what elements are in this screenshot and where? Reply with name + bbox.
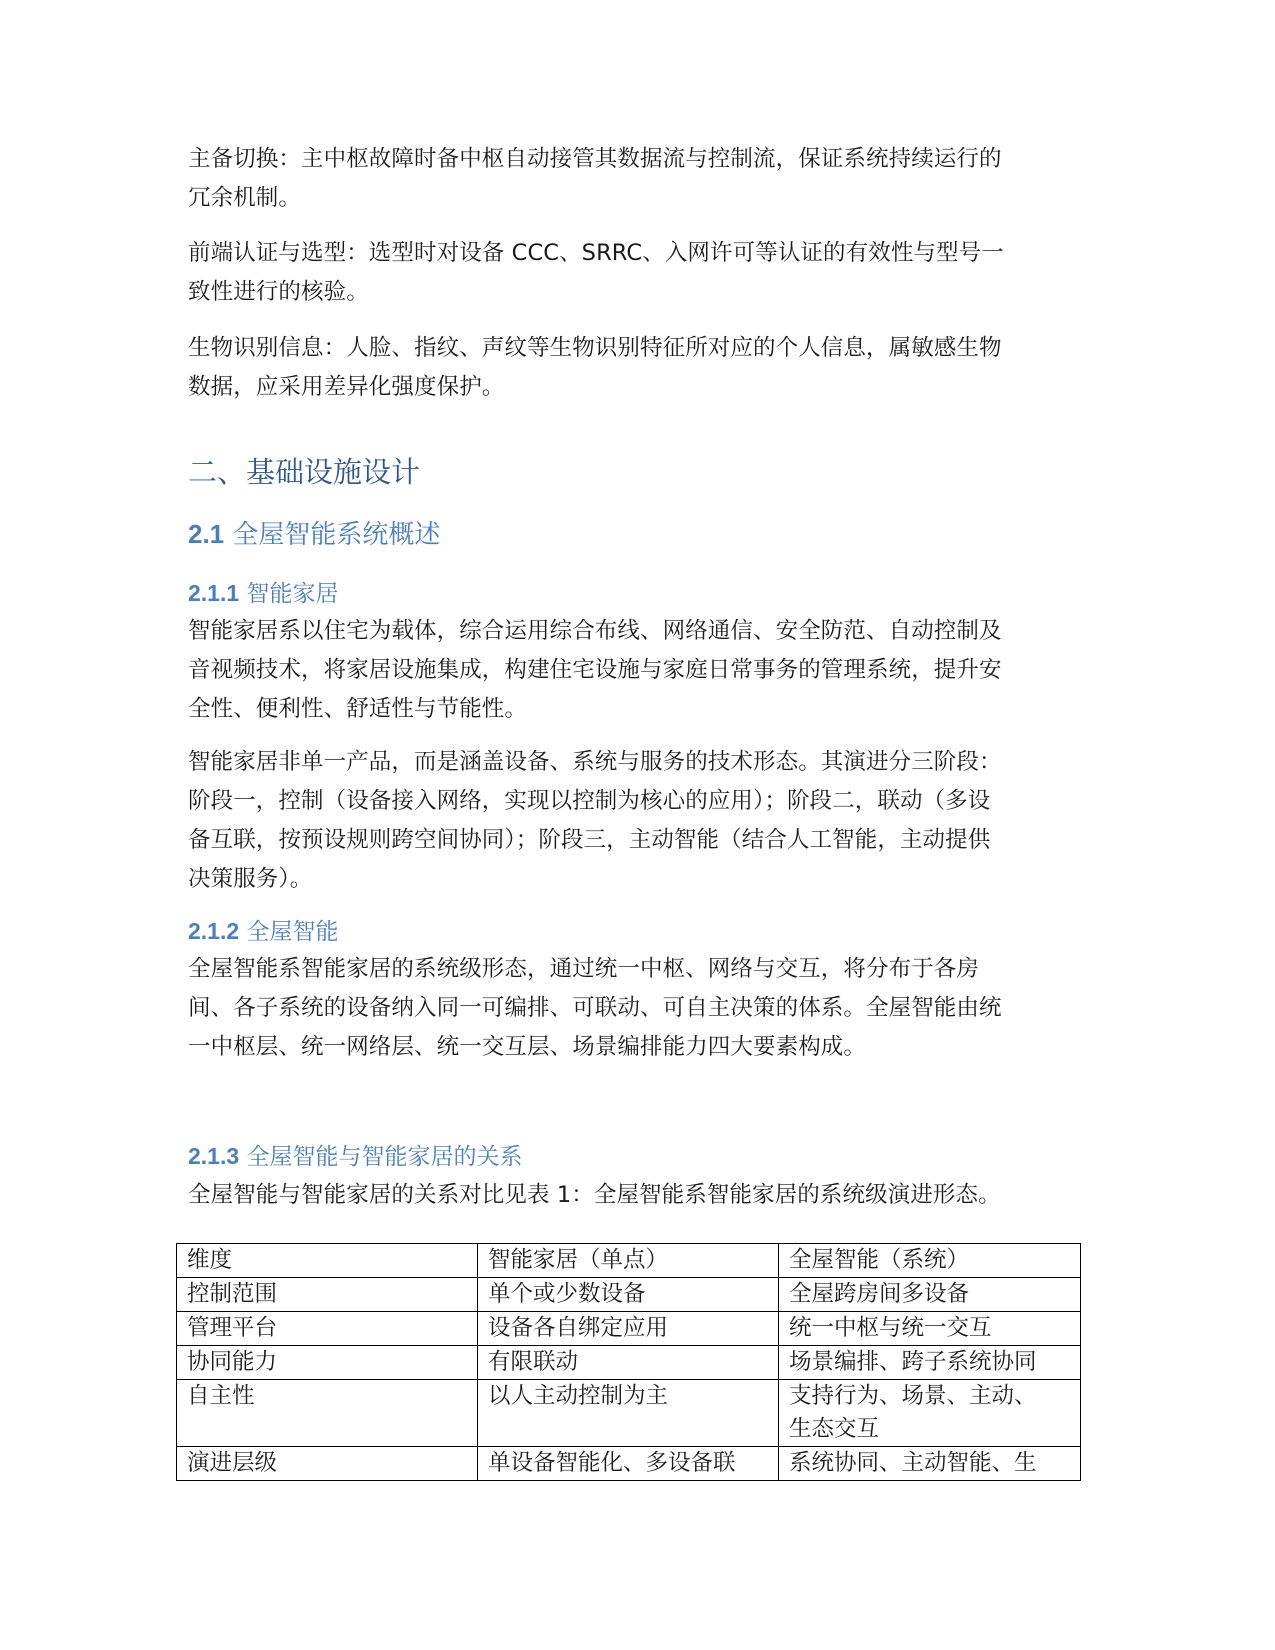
heading-title: 全屋智能与智能家居的关系: [246, 1144, 523, 1170]
paragraph-whole-house-definition: [188, 950, 1088, 1067]
text-line: 数据，应采用差异化强度保护。: [188, 374, 505, 400]
heading-number: 2.1.3: [188, 1143, 240, 1169]
text-line: 音视频技术，将家居设施集成，构建住宅设施与家庭日常事务的管理系统，提升安: [188, 657, 1002, 683]
table-header-cell: 全屋智能（系统）: [779, 1244, 1081, 1278]
heading-title: 全屋智能: [246, 919, 339, 945]
table-header-row: [177, 1244, 1081, 1278]
cell-line: 支持行为、场景、主动、: [789, 1383, 1037, 1409]
table-cell: 单个或少数设备: [478, 1278, 779, 1312]
table-cell: 场景编排、跨子系统协同: [779, 1346, 1081, 1380]
table-cell: [779, 1380, 1081, 1447]
definition-certification: [188, 234, 1088, 312]
text-line: 前端认证与选型：选型时对设备 CCC、SRRC、入网许可等认证的有效性与型号一: [188, 240, 1004, 266]
heading-number: 2.1: [188, 519, 225, 549]
table-header-cell: 维度: [177, 1244, 478, 1278]
paragraph-smart-home-definition: [188, 612, 1088, 729]
text-line: 间、各子系统的设备纳入同一可编排、可联动、可自主决策的体系。全屋智能由统: [188, 995, 1002, 1021]
definition-failover: [188, 140, 1088, 218]
text-line: 智能家居系以住宅为载体，综合运用综合布线、网络通信、安全防范、自动控制及: [188, 618, 1002, 644]
text-line: 决策服务）。: [188, 866, 313, 892]
table-cell: 管理平台: [177, 1312, 478, 1346]
paragraph-smart-home-stages: [188, 743, 1088, 899]
text-line: 主备切换：主中枢故障时备中枢自动接管其数据流与控制流，保证系统持续运行的: [188, 146, 1002, 172]
table-cell: [779, 1447, 1081, 1481]
heading-number: 2.1.1: [188, 580, 240, 606]
table-header-cell: 智能家居（单点）: [478, 1244, 779, 1278]
table-cell: 全屋跨房间多设备: [779, 1278, 1081, 1312]
table-cell: 统一中枢与统一交互: [779, 1312, 1081, 1346]
cell-text: 系统协同、主动智能、生: [789, 1450, 1037, 1476]
table-row: [177, 1380, 1081, 1447]
table-cell: 控制范围: [177, 1278, 478, 1312]
subsubsection-heading-2-1-2: [188, 914, 338, 949]
table-row: [177, 1312, 1081, 1346]
subsection-heading-2-1: [188, 516, 440, 553]
heading-number: 2.1.2: [188, 918, 240, 944]
subsubsection-heading-2-1-1: [188, 576, 338, 611]
definition-biometric: [188, 329, 1088, 407]
text-line: 一中枢层、统一网络层、统一交互层、场景编排能力四大要素构成。: [188, 1034, 867, 1060]
text-line: 智能家居非单一产品，而是涵盖设备、系统与服务的技术形态。其演进分三阶段：: [188, 749, 1002, 775]
table-cell: 设备各自绑定应用: [478, 1312, 779, 1346]
cell-text: 单设备智能化、多设备联: [488, 1450, 736, 1476]
table-cell: 自主性: [177, 1380, 478, 1447]
subsubsection-heading-2-1-3: [188, 1139, 522, 1174]
cell-line: 生态交互: [789, 1416, 880, 1442]
text-line: 全性、便利性、舒适性与节能性。: [188, 696, 528, 722]
table-cell: 演进层级: [177, 1447, 478, 1481]
text-line: 全屋智能系智能家居的系统级形态，通过统一中枢、网络与交互，将分布于各房: [188, 956, 980, 982]
text-line: 冗余机制。: [188, 185, 302, 211]
text-line: 备互联，按预设规则跨空间协同）；阶段三，主动智能（结合人工智能，主动提供: [188, 827, 991, 853]
table-cell: 以人主动控制为主: [478, 1380, 779, 1447]
text-line: 生物识别信息：人脸、指纹、声纹等生物识别特征所对应的个人信息，属敏感生物: [188, 335, 1002, 361]
text-line: 致性进行的核验。: [188, 279, 369, 305]
heading-title: 全屋智能系统概述: [232, 520, 441, 550]
table-row: [177, 1447, 1081, 1481]
table-cell: 协同能力: [177, 1346, 478, 1380]
table-row: [177, 1346, 1081, 1380]
comparison-table: [176, 1243, 1081, 1481]
heading-title: 智能家居: [246, 581, 339, 607]
paragraph-relationship-intro: 全屋智能与智能家居的关系对比见表 1：全屋智能系智能家居的系统级演进形态。: [188, 1182, 1001, 1208]
table-row: [177, 1278, 1081, 1312]
table-cell: 有限联动: [478, 1346, 779, 1380]
section-heading: 二、基础设施设计: [188, 455, 421, 489]
text-line: 阶段一，控制（设备接入网络，实现以控制为核心的应用）；阶段二，联动（多设: [188, 788, 991, 814]
table-cell: [478, 1447, 779, 1481]
